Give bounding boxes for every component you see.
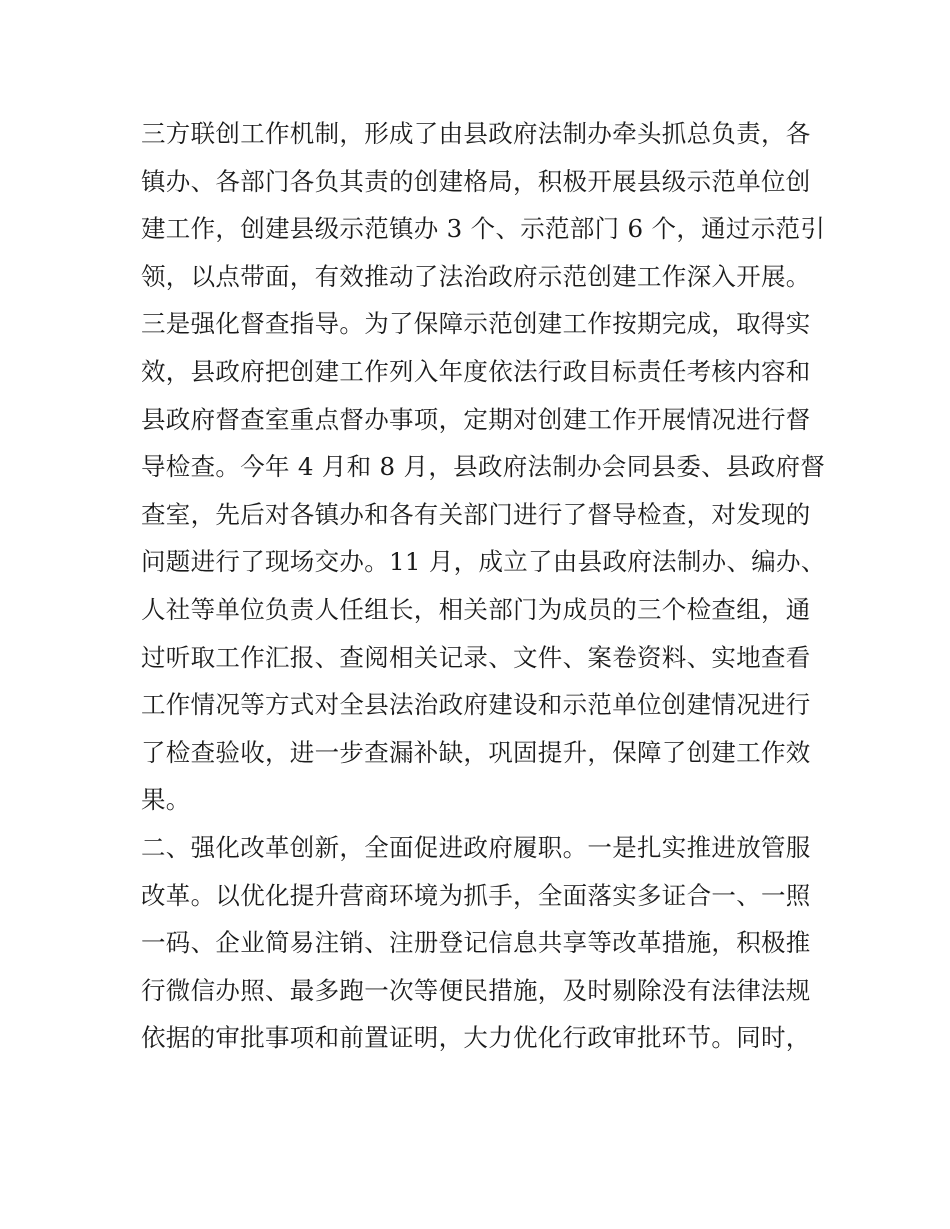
text-line: 过听取工作汇报、查阅相关记录、文件、案卷资料、实地查看 [141, 642, 811, 672]
text-line: 县政府督查室重点督办事项，定期对创建工作开展情况进行督 [141, 404, 811, 434]
text-line: 镇办、各部门各负其责的创建格局，积极开展县级示范单位创 [141, 166, 811, 196]
text-line: 了检查验收，进一步查漏补缺，巩固提升，保障了创建工作效 [141, 737, 811, 767]
text-line: 依据的审批事项和前置证明，大力优化行政审批环节。同时， [141, 1023, 811, 1053]
text-line: 建工作，创建县级示范镇办 3 个、示范部门 6 个，通过示范引 [141, 214, 826, 244]
text-line: 一码、企业简易注销、注册登记信息共享等改革措施，积极推 [141, 928, 811, 958]
text-line: 工作情况等方式对全县法治政府建设和示范单位创建情况进行 [141, 690, 811, 720]
text-line: 效，县政府把创建工作列入年度依法行政目标责任考核内容和 [141, 356, 811, 386]
text-line: 二、强化改革创新，全面促进政府履职。一是扎实推进放管服 [141, 832, 811, 862]
text-line: 导检查。今年 4 月和 8 月，县政府法制办会同县委、县政府督 [141, 452, 826, 482]
text-line: 人社等单位负责人任组长，相关部门为成员的三个检查组，通 [141, 594, 811, 624]
text-line: 查室，先后对各镇办和各有关部门进行了督导检查，对发现的 [141, 499, 811, 529]
text-line: 改革。以优化提升营商环境为抓手，全面落实多证合一、一照 [141, 880, 811, 910]
text-line: 问题进行了现场交办。11 月，成立了由县政府法制办、编办、 [141, 547, 826, 577]
text-line: 三是强化督查指导。为了保障示范创建工作按期完成，取得实 [141, 309, 811, 339]
text-line: 行微信办照、最多跑一次等便民措施，及时剔除没有法律法规 [141, 975, 811, 1005]
body-text [141, 110, 826, 1062]
text-line: 三方联创工作机制，形成了由县政府法制办牵头抓总负责，各 [141, 119, 811, 148]
text-line: 果。 [141, 785, 191, 815]
text-line: 领，以点带面，有效推动了法治政府示范创建工作深入开展。 [141, 261, 811, 291]
